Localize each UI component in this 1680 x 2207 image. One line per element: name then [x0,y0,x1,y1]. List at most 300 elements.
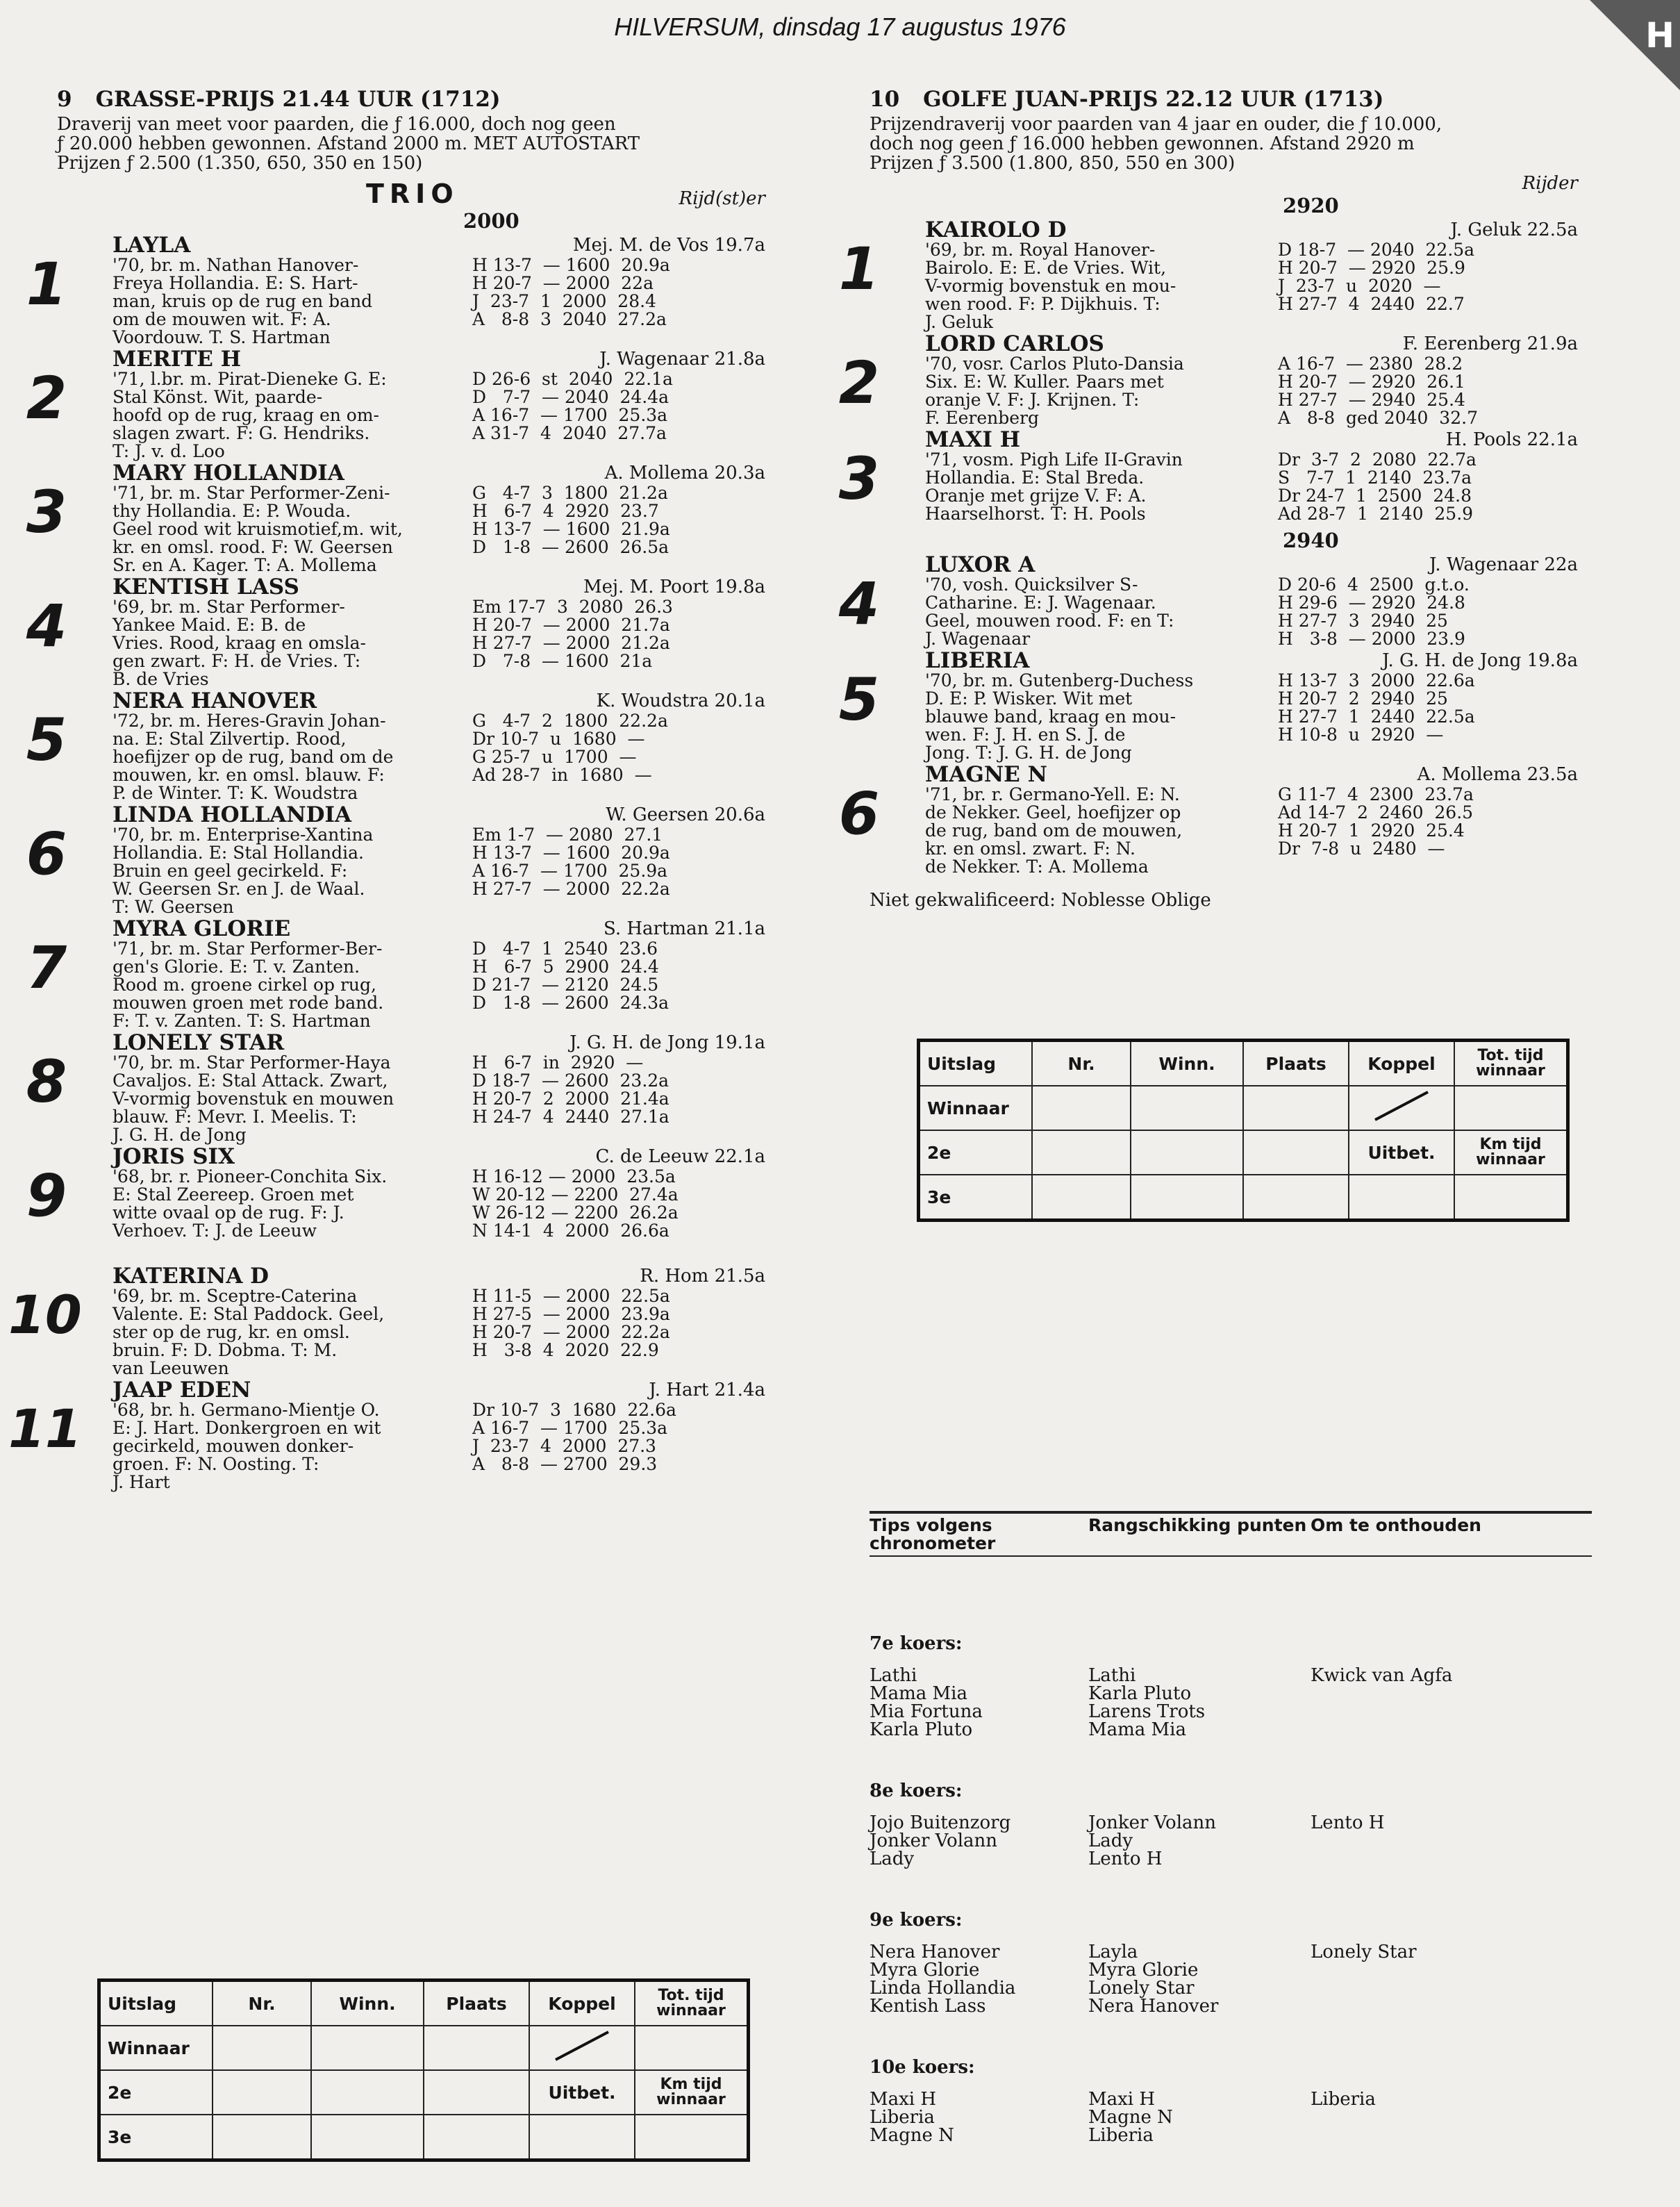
horse-entry [26,461,765,575]
diagonal-stroke-icon [547,2026,617,2065]
start-number: 2 [26,364,67,432]
result-cell [311,2070,424,2115]
description-line: '71, br. r. Germano-Yell. E: N. [925,784,1180,804]
result-header-koppel: Koppel [1349,1041,1454,1086]
form-line: H 20-7 1 2920 25.4 [1278,820,1465,841]
description-line: J. Wagenaar [925,629,1031,649]
description-line: E: Stal Zeereep. Groen met [113,1184,354,1205]
result-header-tot-tijd: Tot. tijd winnaar [635,1981,749,2026]
result-header-winn: Winn. [311,1981,424,2026]
recent-form [472,1287,771,1378]
description-line: '69, br. m. Star Performer- [113,597,345,617]
entry-body [57,1401,765,1491]
form-line: S 7-7 1 2140 23.7a [1278,468,1472,488]
driver-name: H. Pools 22.1a [1445,429,1578,450]
driver-name: A. Mollema 23.5a [1417,764,1578,785]
result-uitbet-label: Uitbet. [1349,1130,1454,1175]
horse-name: LINDA HOLLANDIA [113,802,352,827]
tips-column-c3 [1311,1667,1519,1739]
entry-name-line [57,1265,765,1287]
recent-form [1278,241,1577,331]
tips-group-rows [870,2090,1592,2144]
form-line: H 27-7 — 2000 21.2a [472,633,670,653]
entry-name-line [57,1146,765,1168]
result-cell [1243,1175,1349,1221]
form-line: D 4-7 1 2540 23.6 [472,939,658,959]
form-line: H 27-5 — 2000 23.9a [472,1304,670,1324]
horse-name: JORIS SIX [113,1144,235,1169]
start-number: 4 [26,592,67,660]
start-number: 3 [838,445,880,513]
start-number: 1 [26,250,67,318]
recent-form [1278,451,1577,523]
recent-form [472,826,771,916]
entry-name-line [870,333,1578,355]
tips-header-chronometer: Tips volgens chronometer [870,1515,996,1553]
entry-name-line [57,804,765,826]
result-cell [1032,1175,1131,1221]
form-line: Ad 14-7 2 2460 26.5 [1278,802,1474,823]
horse-name: MARY HOLLANDIA [113,461,344,486]
description-line: B. de Vries [113,669,209,689]
entry-name-line [57,462,765,484]
description-line: V-vormig bovenstuk en mou- [925,276,1176,296]
description-line: V-vormig bovenstuk en mouwen [113,1089,394,1109]
tip-horse: Linda Hollandia [870,1978,1016,1999]
result-row-winnaar: Winnaar [919,1086,1033,1130]
form-line: N 14-1 4 2000 26.6a [472,1221,669,1241]
description-line: blauwe band, kraag en mou- [925,706,1176,727]
result-cell [311,2026,424,2070]
form-line: H 20-7 — 2000 21.7a [472,615,670,635]
form-line: H 13-7 3 2000 22.6a [1278,670,1475,691]
tips-column-c1 [870,2090,1088,2144]
tips-section [870,1511,1592,2144]
start-number: 6 [838,779,880,848]
result-row-2e: 2e [919,1130,1033,1175]
recent-form [472,1054,771,1144]
form-line: Dr 10-7 u 1680 — [472,729,645,749]
recent-form [472,370,771,461]
race-10-number: 10 [870,87,900,112]
driver-name: J. Geluk 22.5a [1450,220,1578,240]
horse-entry [838,552,1578,649]
description-line: '70, br. m. Star Performer-Haya [113,1052,391,1073]
start-number: 2 [838,349,880,417]
form-line: D 26-6 st 2040 22.1a [472,369,673,389]
description-line: kr. en omsl. rood. F: W. Geersen [113,537,393,557]
description-line: man, kruis op de rug en band [113,291,373,311]
race-description-line: doch nog geen ƒ 16.000 hebben gewonnen. Afstand 2920 m [870,133,1415,154]
result-km-tijd-label: Km tijd winnaar [1454,1130,1568,1175]
horse-description [113,1168,467,1240]
horse-name: KATERINA D [113,1264,269,1289]
race-9-name: GRASSE-PRIJS 21.44 UUR (1712) [95,87,501,112]
race-description-line: ƒ 20.000 hebben gewonnen. Afstand 2000 m. MET AUTOSTART [57,133,640,154]
description-line: E: J. Hart. Donkergroen en wit [113,1418,381,1438]
description-line: Geel, mouwen rood. F: en T: [925,611,1174,631]
description-line: Hollandia. E: Stal Breda. [925,468,1145,488]
corner-letter: H [1645,15,1674,56]
horse-description [113,598,467,688]
tip-horse: Lathi [870,1665,917,1686]
race-9-column [8,87,765,1492]
koppel-cross-cell [529,2026,635,2070]
driver-name: F. Eerenberg 21.9a [1402,333,1578,354]
form-line: H 27-7 — 2000 22.2a [472,879,670,899]
description-line: Rood m. groene cirkel op rug, [113,975,376,995]
tip-horse: Magne N [870,2125,954,2146]
result-header-plaats: Plaats [424,1981,529,2026]
description-line: Sr. en A. Kager. T: A. Mollema [113,555,377,575]
horse-entry [838,217,1578,332]
description-line: witte ovaal op de rug. F: J. [113,1202,344,1223]
result-row-3e: 3e [919,1175,1033,1221]
form-line: D 21-7 — 2120 24.5 [472,975,659,995]
race-description-line: Prijzendraverij voor paarden van 4 jaar en ouder, die ƒ 10.000, [870,114,1442,135]
horse-name: MERITE H [113,347,241,372]
horse-entry [838,762,1578,877]
result-cell [213,2070,311,2115]
form-line: H 20-7 — 2920 25.9 [1278,258,1465,278]
tip-horse: Jojo Buitenzorg [870,1812,1011,1833]
tip-horse: Kentish Lass [870,1996,986,2017]
tips-column-c2 [1088,1667,1311,1739]
result-cell [1032,1130,1131,1175]
form-line: Em 1-7 — 2080 27.1 [472,825,663,845]
description-line: Bruin en geel gecirkeld. F: [113,861,348,881]
form-line: A 8-8 ged 2040 32.7 [1278,408,1478,428]
start-number: 7 [26,934,67,1002]
entry-name-line [57,1379,765,1401]
horse-description [113,1054,467,1144]
trio-label: TRIO [366,179,459,209]
result-cell [1349,1175,1454,1221]
form-line: H 3-8 4 2020 22.9 [472,1340,659,1360]
page-header: HILVERSUM, dinsdag 17 augustus 1976 [614,13,1066,41]
race-10-description [870,115,1578,173]
horse-description [925,576,1272,648]
tip-horse: Lady [1088,1830,1133,1851]
form-line: A 16-7 — 1700 25.9a [472,861,668,881]
horse-name: NERA HANOVER [113,688,317,713]
driver-name: C. de Leeuw 22.1a [595,1146,765,1167]
not-qualified-note: Niet gekwalificeerd: Noblesse Oblige [870,890,1211,911]
horse-name: MAXI H [925,427,1021,452]
result-cell [1454,1175,1568,1221]
tip-horse: Lento H [1088,1849,1163,1869]
recent-form [472,484,771,575]
horse-name: KENTISH LASS [113,575,299,600]
result-header-winn: Winn. [1131,1041,1243,1086]
driver-name: J. Hart 21.4a [649,1380,765,1400]
description-line: '69, br. m. Royal Hanover- [925,240,1156,260]
horse-entry [26,1030,765,1145]
description-line: Yankee Maid. E: B. de [113,615,306,635]
description-line: '70, br. m. Enterprise-Xantina [113,825,374,845]
form-line: D 1-8 — 2600 24.3a [472,993,669,1013]
description-line: '71, vosm. Pigh Life II-Gravin [925,449,1183,470]
description-line: Voordouw. T. S. Hartman [113,327,331,347]
description-line: '68, br. r. Pioneer-Conchita Six. [113,1166,388,1187]
recent-form [472,1401,771,1491]
driver-name: A. Mollema 20.3a [604,463,765,483]
driver-name: R. Hom 21.5a [640,1266,765,1287]
tip-horse: Liberia [1088,2125,1154,2146]
description-line: '68, br. h. Germano-Mientje O. [113,1400,380,1420]
result-cell [1131,1086,1243,1130]
race-description-line: Prijzen ƒ 2.500 (1.350, 650, 350 en 150) [57,153,423,174]
description-line: J. Geluk [925,312,993,332]
driver-name: J. Wagenaar 22a [1429,554,1578,575]
race-9-entries [8,233,765,1492]
horse-entry [26,688,765,803]
form-line: H 13-7 — 1600 20.9a [472,255,670,275]
result-header-plaats: Plaats [1243,1041,1349,1086]
description-line: gen's Glorie. E: T. v. Zanten. [113,957,360,977]
horse-entry [838,427,1578,524]
result-row-winnaar: Winnaar [99,2026,213,2070]
tip-horse: Lonely Star [1311,1942,1417,1962]
description-line: thy Hollandia. E: P. Wouda. [113,501,351,521]
horse-description [925,451,1272,523]
description-line: ster op de rug, kr. en omsl. [113,1322,350,1342]
form-line: A 16-7 — 2380 28.2 [1278,354,1463,374]
description-line: groen. F: N. Oosting. T: [113,1454,319,1474]
tips-column-c3 [1311,1814,1519,1868]
entry-body [870,786,1578,876]
result-header-koppel: Koppel [529,1981,635,2026]
form-line: H 27-7 4 2440 22.7 [1278,294,1465,314]
tip-horse: Myra Glorie [1088,1960,1199,1981]
horse-description [925,672,1272,762]
description-line: '71, br. m. Star Performer-Ber- [113,939,383,959]
description-line: '71, br. m. Star Performer-Zeni- [113,483,390,503]
entry-name-line [870,554,1578,576]
race-9-number: 9 [57,87,72,112]
form-line: H 10-8 u 2920 — [1278,725,1444,745]
race-9-distance: 2000 [463,209,519,233]
form-line: H 29-6 — 2920 24.8 [1278,593,1465,613]
tips-column-c1 [870,1667,1088,1739]
description-line: '69, br. m. Sceptre-Caterina [113,1286,358,1306]
entry-name-line [870,763,1578,786]
tip-horse: Maxi H [1088,2089,1156,2110]
result-cell [1131,1130,1243,1175]
description-line: Verhoev. T: J. de Leeuw [113,1221,317,1241]
result-header-uitslag: Uitslag [99,1981,213,2026]
diagonal-stroke-icon [1367,1086,1436,1125]
tip-horse: Maxi H [870,2089,937,2110]
form-line: A 8-8 3 2040 27.2a [472,309,667,329]
driver-name: W. Geersen 20.6a [606,804,765,825]
form-line: H 6-7 5 2900 24.4 [472,957,659,977]
form-line: A 8-8 — 2700 29.3 [472,1454,658,1474]
form-line: H 13-7 — 1600 21.9a [472,519,670,539]
entry-body [57,940,765,1030]
description-line: Vries. Rood, kraag en omsla- [113,633,366,653]
tip-horse: Lento H [1311,1812,1385,1833]
result-table-race-9 [97,1978,750,2162]
horse-description [113,484,467,575]
entry-name-line [57,348,765,370]
start-number: 8 [26,1048,67,1116]
description-line: mouwen groen met rode band. [113,993,384,1013]
description-line: Oranje met grijze V. F: A. [925,486,1147,506]
horse-name: MYRA GLORIE [113,916,291,941]
entry-name-line [57,918,765,940]
horse-entry [26,1144,765,1241]
entry-body [870,355,1578,427]
koppel-cross-cell [1349,1086,1454,1130]
form-line: H 11-5 — 2000 22.5a [472,1286,670,1306]
description-line: Cavaljos. E: Stal Attack. Zwart, [113,1071,388,1091]
description-line: T: W. Geersen [113,897,234,917]
start-number: 4 [838,570,880,638]
start-number: 6 [26,820,67,888]
description-line: '70, br. m. Gutenberg-Duchess [925,670,1194,691]
horse-entry [8,1378,765,1492]
result-cell [1131,1175,1243,1221]
result-km-tijd-label: Km tijd winnaar [635,2070,749,2115]
recent-form [1278,576,1577,648]
tip-horse: Myra Glorie [870,1960,980,1981]
recent-form [1278,355,1577,427]
form-line: H 3-8 — 2000 23.9 [1278,629,1465,649]
race-10-entries-a [838,217,1578,524]
description-line: Valente. E: Stal Paddock. Geel, [113,1304,385,1324]
horse-entry [838,648,1578,763]
form-line: J 23-7 1 2000 28.4 [472,291,656,311]
description-line: Bairolo. E: E. de Vries. Wit, [925,258,1167,278]
tips-column-c2 [1088,2090,1311,2144]
entry-body [57,712,765,802]
result-cell [635,2026,749,2070]
description-line: '70, vosh. Quicksilver S- [925,575,1138,595]
tips-groups [870,1633,1592,2144]
entry-body [57,1054,765,1144]
form-line: G 11-7 4 2300 23.7a [1278,784,1474,804]
form-line: J 23-7 u 2020 — [1278,276,1441,296]
entry-name-line [57,576,765,598]
entry-body [57,1168,765,1240]
horse-description [113,1401,467,1491]
form-line: W 26-12 — 2200 26.2a [472,1202,679,1223]
start-number: 3 [26,478,67,546]
form-line: Dr 24-7 1 2500 24.8 [1278,486,1472,506]
race-description-line: Prijzen ƒ 3.500 (1.800, 850, 550 en 300) [870,153,1236,174]
description-line: slagen zwart. F: G. Hendriks. [113,423,370,443]
tip-horse: Jonker Volann [1088,1812,1217,1833]
tips-group-title: 9e koers: [870,1910,963,1931]
form-line: H 6-7 in 2920 — [472,1052,644,1073]
tips-group-rows [870,1943,1592,2015]
description-line: blauw. F: Mevr. I. Meelis. T: [113,1107,357,1127]
result-cell [635,2115,749,2160]
race-10-title [870,87,1578,112]
form-line: H 13-7 — 1600 20.9a [472,843,670,863]
description-line: van Leeuwen [113,1358,229,1378]
description-line: oranje V. F: J. Krijnen. T: [925,390,1140,410]
entry-body [57,484,765,575]
race-10-entries-b [838,552,1578,877]
result-cell [213,2026,311,2070]
description-line: hoofd op de rug, kraag en om- [113,405,380,425]
result-header-nr: Nr. [213,1981,311,2026]
entry-name-line [57,234,765,256]
recent-form [472,940,771,1030]
horse-name: JAAP EDEN [113,1378,251,1403]
description-line: Hollandia. E: Stal Hollandia. [113,843,364,863]
form-line: G 4-7 2 1800 22.2a [472,711,668,731]
form-line: H 20-7 — 2000 22.2a [472,1322,670,1342]
form-line: H 27-7 1 2440 22.5a [1278,706,1475,727]
tip-horse: Karla Pluto [1088,1683,1192,1704]
driver-name: J. Wagenaar 21.8a [599,349,765,370]
start-number: 11 [8,1398,82,1460]
entry-body [57,1287,765,1378]
description-line: kr. en omsl. zwart. F: N. [925,838,1136,859]
description-line: J. G. H. de Jong [113,1125,247,1145]
horse-entry [26,233,765,347]
race-10-distance-a: 2920 [1283,194,1339,217]
entry-body [870,241,1578,331]
result-row-2e: 2e [99,2070,213,2115]
entry-name-line [57,690,765,712]
tips-header-punten: Rangschikking punten [1088,1515,1307,1535]
driver-name: Mej. M. de Vos 19.7a [572,235,765,256]
form-line: H 20-7 2 2000 21.4a [472,1089,669,1109]
form-line: H 20-7 2 2940 25 [1278,688,1448,709]
description-line: de Nekker. Geel, hoefijzer op [925,802,1181,823]
description-line: bruin. F: D. Dobma. T: M. [113,1340,338,1360]
description-line: '70, vosr. Carlos Pluto-Dansia [925,354,1184,374]
race-10-distance-b: 2940 [1283,529,1339,552]
description-line: mouwen, kr. en omsl. blauw. F: [113,765,385,785]
horse-entry [8,1264,765,1378]
recent-form [472,598,771,688]
description-line: P. de Winter. T: K. Woudstra [113,783,358,803]
form-line: D 7-7 — 2040 24.4a [472,387,669,407]
recent-form [1278,786,1577,876]
driver-name: J. G. H. de Jong 19.8a [1382,650,1578,671]
description-line: wen. F: J. H. en S. J. de [925,725,1126,745]
tips-column-c2 [1088,1814,1311,1868]
form-line: D 1-8 — 2600 26.5a [472,537,669,557]
form-line: G 4-7 3 1800 21.2a [472,483,668,503]
tips-column-c1 [870,1943,1088,2015]
tip-horse: Karla Pluto [870,1719,973,1740]
tip-horse: Layla [1088,1942,1138,1962]
result-cell [424,2070,529,2115]
driver-name: Mej. M. Poort 19.8a [583,577,765,597]
horse-name: LONELY STAR [113,1030,285,1055]
horse-description [113,256,467,347]
start-number: 5 [838,666,880,734]
form-line: W 20-12 — 2200 27.4a [472,1184,679,1205]
form-line: D 20-6 4 2500 g.t.o. [1278,575,1470,595]
result-cell [1032,1086,1131,1130]
form-line: A 16-7 — 1700 25.3a [472,405,668,425]
horse-entry [26,916,765,1031]
result-uitbet-label: Uitbet. [529,2070,635,2115]
form-line: Dr 10-7 3 1680 22.6a [472,1400,676,1420]
horse-name: LIBERIA [925,648,1030,673]
result-header-tot-tijd: Tot. tijd winnaar [1454,1041,1568,1086]
result-cell [213,2115,311,2160]
form-line: Dr 7-8 u 2480 — [1278,838,1445,859]
form-line: H 6-7 4 2920 23.7 [472,501,659,521]
